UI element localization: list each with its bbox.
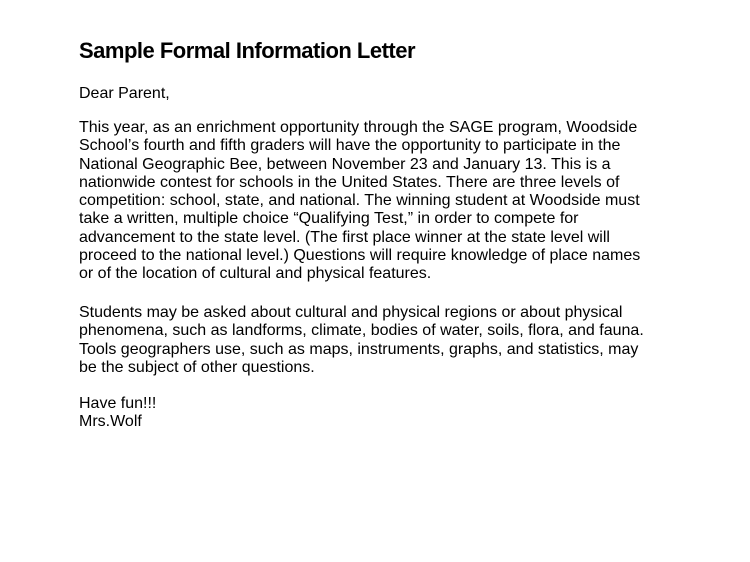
- letter-title: Sample Formal Information Letter: [79, 38, 416, 63]
- salutation: Dear Parent,: [79, 85, 170, 102]
- paragraph-1-line: or of the location of cultural and physical features.: [79, 265, 432, 283]
- paragraph-2-line: phenomena, such as landforms, climate, bodies of water, soils, flora, and fauna.: [79, 322, 644, 340]
- signature: Mrs.Wolf: [79, 413, 142, 431]
- paragraph-1-line: National Geographic Bee, between November 23 and January 13. This is a: [79, 155, 611, 173]
- closing: Have fun!!!: [79, 395, 157, 412]
- paragraph-1-line: competition: school, state, and national. The winning student at Woodside must: [79, 192, 640, 210]
- paragraph-1-line: advancement to the state level. (The first place winner at the state level will: [79, 228, 610, 246]
- paragraph-2-line: Tools geographers use, such as maps, instruments, graphs, and statistics, may: [79, 340, 639, 358]
- paragraph-2: [79, 304, 719, 377]
- closing-block: [79, 395, 719, 432]
- paragraph-2-line: be the subject of other questions.: [79, 358, 315, 376]
- paragraph-1-line: School’s fourth and fifth graders will have the opportunity to participate in the: [79, 137, 621, 155]
- paragraph-1-line: take a written, multiple choice “Qualifying Test,” in order to compete for: [79, 210, 579, 228]
- paragraph-1-line: This year, as an enrichment opportunity through the SAGE program, Woodside: [79, 119, 638, 136]
- paragraph-2-line: Students may be asked about cultural and physical regions or about physical: [79, 304, 623, 321]
- paragraph-1-line: proceed to the national level.) Questions will require knowledge of place names: [79, 247, 641, 265]
- paragraph-1: [79, 119, 719, 284]
- paragraph-1-line: nationwide contest for schools in the United States. There are three levels of: [79, 173, 620, 191]
